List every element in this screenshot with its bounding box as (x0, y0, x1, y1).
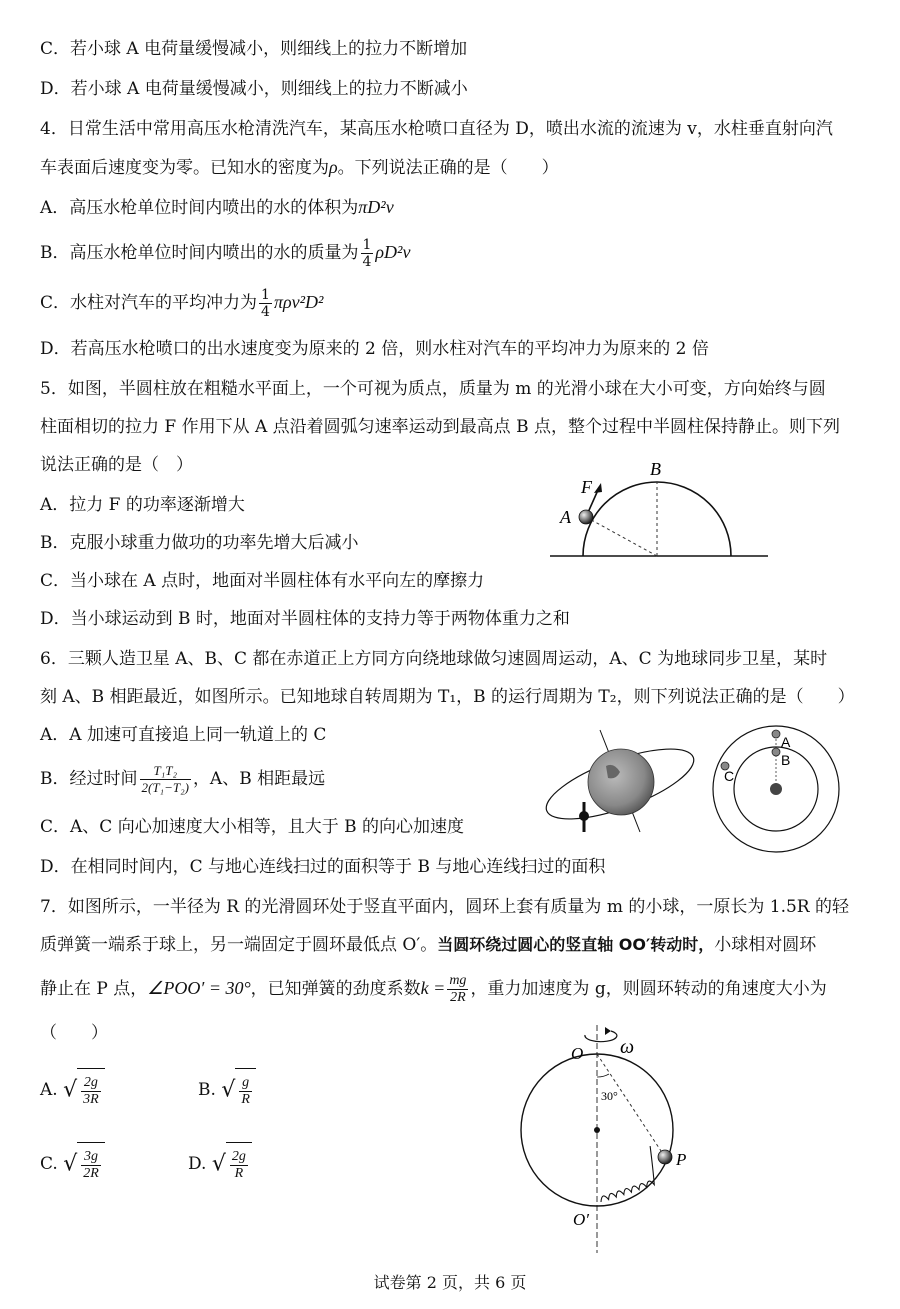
angle-arc (597, 1074, 609, 1077)
q6-concentric-orbits-figure (712, 722, 847, 852)
q5-stem-line1: 5．如图，半圆柱放在粗糙水平面上，一个可视为质点，质量为 m 的光滑小球在大小可变，方向始终与圆 (40, 379, 826, 399)
q4-option-c-fraction (259, 287, 272, 320)
q5-stem-line2: 柱面相切的拉力 F 作用下从 A 点沿着圆弧匀速率运动到最高点 B 点，整个过程中半圆柱保持静止。则下列 (40, 417, 840, 437)
q7-option-c (40, 1142, 105, 1187)
q7-stem-line2 (40, 932, 816, 958)
q5-option-c: C．当小球在 A 点时，地面对半圆柱体有水平向左的摩擦力 (40, 571, 485, 591)
q7-stem-line3 (40, 970, 827, 1007)
page-footer: 试卷第 2 页，共 6 页 (373, 1273, 527, 1292)
q4-option-a-formula: πD²v (358, 197, 394, 217)
q7-option-c-label: C. (40, 1154, 58, 1174)
frac-num: 1 (261, 287, 270, 303)
frac-den: 2(T₁−T₂) (141, 780, 189, 795)
label-b: B (650, 459, 661, 479)
sqrt-icon: √ $\frac{2g}{R}$ (212, 1142, 252, 1187)
satellite-b (772, 748, 780, 756)
q4-stem-text: 车表面后速度变为零。已知水的密度为 (40, 158, 329, 178)
q4-stem-line1: 4．日常生活中常用高压水枪清洗汽车，某高压水枪喷口直径为 D，喷出水流的流速为 v，水柱垂直射向汽 (40, 119, 833, 139)
sqrt-icon: √ $\frac{3g}{2R}$ (63, 1142, 105, 1187)
q7-stem-text: 质弹簧一端系于球上，另一端固定于圆环最低点 O′。 (40, 935, 438, 955)
q6-earth-orbit-figure (540, 722, 700, 837)
q5-option-b: B．克服小球重力做功的功率先增大后减小 (40, 533, 359, 553)
satellite-dot (579, 811, 589, 821)
q7-stem-text2: 静止在 P 点， (40, 979, 148, 999)
frac-num: 3g (81, 1149, 101, 1166)
q4-option-a-text: A．高压水枪单位时间内喷出的水的体积为 (40, 198, 359, 218)
q6-stem-line1: 6．三颗人造卫星 A、B、C 都在赤道正上方同方向绕地球做匀速圆周运动，A、C 为地球同步卫星，某时 (40, 649, 828, 669)
frac-den: 2R (450, 990, 466, 1005)
q5-stem-line3: 说法正确的是（ ） (40, 455, 193, 475)
q7-option-a (40, 1068, 105, 1113)
q6-option-d: D．在相同时间内，C 与地心连线扫过的面积等于 B 与地心连线扫过的面积 (40, 857, 606, 877)
k-fraction (447, 973, 468, 1006)
q7-option-d (188, 1142, 252, 1187)
radius-to-a (586, 517, 657, 556)
q7-option-a-label: A. (40, 1080, 58, 1100)
label-a: A (560, 507, 571, 527)
angle-expression: ∠POO′ = 30° (147, 978, 251, 998)
q6-option-b-fraction (140, 763, 191, 796)
q4-stem-tail: 。下列说法正确的是（ ） (337, 158, 559, 178)
frac-num: T₁T₂ (140, 763, 191, 780)
label-omega: ω (620, 1036, 635, 1058)
q5-option-d: D．当小球运动到 B 时，地面对半圆柱体的支持力等于两物体重力之和 (40, 609, 570, 629)
label-o: O (571, 1044, 584, 1063)
frac-den: 4 (362, 254, 372, 270)
q4-option-a (40, 194, 394, 221)
rho-symbol: ρ (329, 157, 338, 177)
q5-half-cylinder-figure (540, 455, 770, 565)
q4-option-b-fraction (361, 237, 374, 270)
rotation-arrow (585, 1031, 617, 1042)
frac-den: 2R (83, 1165, 99, 1181)
q7-stem-line1: 7．如图所示，一半径为 R 的光滑圆环处于竖直平面内，圆环上套有质量为 m 的小球，一原长为 1.5R 的轻 (40, 897, 849, 917)
satellite-a (772, 730, 780, 738)
sqrt-icon: √ $\frac{2g}{3R}$ (63, 1068, 105, 1113)
q4-option-b-formula: ρD²v (375, 242, 411, 262)
frac-num: 2g (231, 1148, 246, 1164)
q7-option-b-label: B. (198, 1080, 216, 1100)
frac-num: 2g (81, 1075, 101, 1092)
q4-option-c-formula: πρv²D² (273, 292, 324, 312)
q4-option-b-text: B．高压水枪单位时间内喷出的水的质量为 (40, 243, 359, 263)
sqrt-icon: √ $\frac{g}{R}$ (221, 1068, 256, 1113)
line-op (597, 1054, 665, 1157)
earth-globe (588, 749, 654, 815)
q7-stem-text4: ，重力加速度为 g，则圆环转动的角速度大小为 (470, 979, 827, 999)
q7-ring-figure (515, 1025, 715, 1255)
q6-option-c: C．A、C 向心加速度大小相等，且大于 B 的向心加速度 (40, 817, 464, 837)
frac-num: g (239, 1075, 252, 1092)
q3-option-c: C．若小球 A 电荷量缓慢减小，则细线上的拉力不断增加 (40, 39, 468, 59)
label-c: C (724, 768, 735, 784)
spring (589, 1146, 662, 1202)
q7-stem-tail: 小球相对圆环 (714, 935, 817, 955)
k-symbol: k = (420, 978, 446, 998)
frac-den: R (234, 1165, 244, 1181)
label-o-prime: O′ (573, 1210, 589, 1229)
q7-option-b (198, 1068, 256, 1113)
q6-option-a: A．A 加速可直接追上同一轨道上的 C (40, 725, 327, 745)
ball-p (658, 1150, 672, 1164)
label-a: A (781, 734, 791, 750)
q7-option-d-label: D. (188, 1154, 207, 1174)
q3-option-d: D．若小球 A 电荷量缓慢减小，则细线上的拉力不断减小 (40, 79, 468, 99)
rotation-arrowhead (605, 1027, 611, 1035)
q4-option-b (40, 236, 410, 270)
label-p: P (676, 1150, 687, 1169)
q4-option-c (40, 286, 323, 320)
frac-den: 3R (83, 1091, 99, 1107)
frac-den: 4 (261, 304, 270, 320)
label-b: B (781, 752, 791, 768)
q4-option-d: D．若高压水枪喷口的出水速度变为原来的 2 倍，则水柱对汽车的平均冲力为原来的 2 倍 (40, 339, 709, 359)
ring-center (594, 1127, 600, 1133)
q6-option-b (40, 762, 325, 796)
force-arrowhead (594, 483, 602, 493)
q7-stem-bold: 当圆环绕过圆心的竖直轴 OO′转动时， (437, 935, 715, 954)
q7-stem-line4: （ ） (40, 1023, 108, 1043)
q4-option-c-text: C．水柱对汽车的平均冲力为 (40, 293, 258, 313)
earth-center (770, 783, 782, 795)
frac-num: 1 (362, 237, 372, 253)
frac-den: R (241, 1091, 250, 1107)
label-angle: 30° (601, 1089, 618, 1103)
q6-stem-line2: 刻 A、B 相距最近，如图所示。已知地球自转周期为 T₁，B 的运行周期为 T₂，则下列说法正确的是（ ） (40, 687, 855, 707)
frac-num: mg (449, 973, 467, 988)
ball-a (579, 510, 593, 524)
q7-stem-text3: ，已知弹簧的劲度系数 (250, 979, 421, 999)
q5-option-a: A．拉力 F 的功率逐渐增大 (40, 495, 245, 515)
label-f: F (581, 477, 592, 497)
q6-option-b-text: B．经过时间 (40, 769, 138, 789)
q4-stem-line2 (40, 154, 559, 181)
q6-option-b-tail: ，A、B 相距最远 (192, 769, 326, 789)
